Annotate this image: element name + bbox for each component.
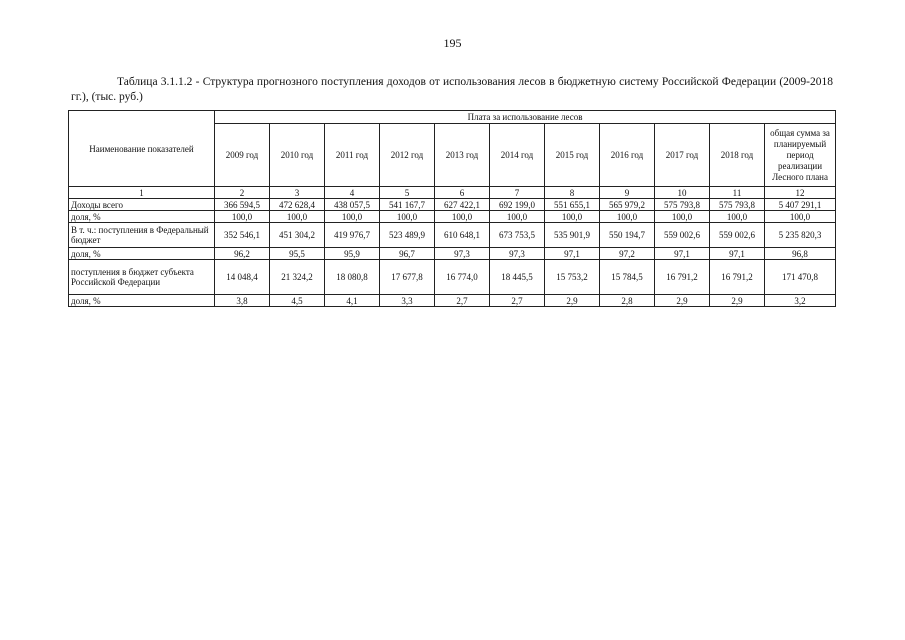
table-cell: 4,1 — [325, 295, 380, 307]
row-label: Доходы всего — [69, 199, 215, 211]
table-cell: 2,8 — [600, 295, 655, 307]
table-cell: 559 002,6 — [710, 223, 765, 248]
column-number: 1 — [69, 187, 215, 199]
row-label: доля, % — [69, 211, 215, 223]
column-number: 2 — [215, 187, 270, 199]
table-cell: 575 793,8 — [710, 199, 765, 211]
table-cell: 472 628,4 — [270, 199, 325, 211]
table-cell: 15 784,5 — [600, 260, 655, 295]
table-cell: 4,5 — [270, 295, 325, 307]
column-header: 2013 год — [435, 124, 490, 187]
column-number: 4 — [325, 187, 380, 199]
table-cell: 96,2 — [215, 248, 270, 260]
table-cell-total: 5 407 291,1 — [765, 199, 836, 211]
table-cell: 100,0 — [600, 211, 655, 223]
table-cell: 97,3 — [435, 248, 490, 260]
column-header: 2009 год — [215, 124, 270, 187]
table-cell: 15 753,2 — [545, 260, 600, 295]
table-cell: 16 791,2 — [655, 260, 710, 295]
revenue-forecast-table — [68, 110, 836, 307]
table-cell: 2,9 — [710, 295, 765, 307]
table-cell: 16 774,0 — [435, 260, 490, 295]
table-row — [69, 223, 836, 248]
table-cell: 95,5 — [270, 248, 325, 260]
table-cell: 100,0 — [655, 211, 710, 223]
row-header-cell: Наименование показателей — [69, 111, 215, 187]
column-header: 2011 год — [325, 124, 380, 187]
table-cell: 97,1 — [545, 248, 600, 260]
column-number: 3 — [270, 187, 325, 199]
table-cell: 21 324,2 — [270, 260, 325, 295]
column-header: 2012 год — [380, 124, 435, 187]
table-caption: Таблица 3.1.1.2 - Структура прогнозного поступления доходов от использования лесов в бюджетную систему Российской Федерации (2009-2018 гг.), (тыс. руб.) — [71, 76, 833, 103]
table-cell-total: 3,2 — [765, 295, 836, 307]
row-label: доля, % — [69, 248, 215, 260]
table-cell: 97,3 — [490, 248, 545, 260]
table-cell: 535 901,9 — [545, 223, 600, 248]
table-cell: 673 753,5 — [490, 223, 545, 248]
table-cell: 366 594,5 — [215, 199, 270, 211]
table-cell: 2,7 — [490, 295, 545, 307]
table-cell: 419 976,7 — [325, 223, 380, 248]
table-cell: 100,0 — [215, 211, 270, 223]
table-cell: 352 546,1 — [215, 223, 270, 248]
table-cell: 627 422,1 — [435, 199, 490, 211]
row-label: доля, % — [69, 295, 215, 307]
table-cell: 438 057,5 — [325, 199, 380, 211]
row-label: В т. ч.: поступления в Федеральный бюджет — [69, 223, 215, 248]
table-row — [69, 295, 836, 307]
table-row — [69, 211, 836, 223]
table-cell: 18 445,5 — [490, 260, 545, 295]
column-header: 2014 год — [490, 124, 545, 187]
table-cell: 16 791,2 — [710, 260, 765, 295]
table-cell: 559 002,6 — [655, 223, 710, 248]
column-number: 9 — [600, 187, 655, 199]
table-cell: 97,1 — [710, 248, 765, 260]
page-number: 195 — [443, 36, 462, 50]
table-cell: 97,2 — [600, 248, 655, 260]
column-header: 2018 год — [710, 124, 765, 187]
table-cell: 95,9 — [325, 248, 380, 260]
table-cell: 100,0 — [710, 211, 765, 223]
table-cell: 14 048,4 — [215, 260, 270, 295]
table-cell: 610 648,1 — [435, 223, 490, 248]
table-cell: 523 489,9 — [380, 223, 435, 248]
column-number: 10 — [655, 187, 710, 199]
table-cell: 96,7 — [380, 248, 435, 260]
table-cell: 100,0 — [435, 211, 490, 223]
column-number: 7 — [490, 187, 545, 199]
table-cell: 551 655,1 — [545, 199, 600, 211]
table-cell: 100,0 — [545, 211, 600, 223]
table-cell: 692 199,0 — [490, 199, 545, 211]
table-cell-total: 96,8 — [765, 248, 836, 260]
table-row — [69, 248, 836, 260]
table-cell: 2,9 — [545, 295, 600, 307]
table-cell: 2,9 — [655, 295, 710, 307]
table-cell-total: 100,0 — [765, 211, 836, 223]
table-cell: 541 167,7 — [380, 199, 435, 211]
table-cell: 100,0 — [490, 211, 545, 223]
column-header: 2016 год — [600, 124, 655, 187]
table-cell: 550 194,7 — [600, 223, 655, 248]
table-row — [69, 199, 836, 211]
table-cell: 575 793,8 — [655, 199, 710, 211]
column-header: 2015 год — [545, 124, 600, 187]
table-cell-total: 5 235 820,3 — [765, 223, 836, 248]
table-cell: 100,0 — [270, 211, 325, 223]
column-number: 5 — [380, 187, 435, 199]
table-cell: 565 979,2 — [600, 199, 655, 211]
column-number: 11 — [710, 187, 765, 199]
table-cell: 100,0 — [325, 211, 380, 223]
column-header: 2010 год — [270, 124, 325, 187]
table-cell: 18 080,8 — [325, 260, 380, 295]
column-number: 8 — [545, 187, 600, 199]
table-cell: 17 677,8 — [380, 260, 435, 295]
group-header-cell: Плата за использование лесов — [215, 111, 836, 124]
row-label: поступления в бюджет субъекта Российской Федерации — [69, 260, 215, 295]
table-cell: 3,3 — [380, 295, 435, 307]
table-cell: 2,7 — [435, 295, 490, 307]
column-header-total: общая сумма за планируемый период реализации Лесного плана — [765, 124, 836, 187]
table-cell-total: 171 470,8 — [765, 260, 836, 295]
table-cell: 97,1 — [655, 248, 710, 260]
column-header: 2017 год — [655, 124, 710, 187]
column-number: 12 — [765, 187, 836, 199]
table-cell: 451 304,2 — [270, 223, 325, 248]
table-cell: 100,0 — [380, 211, 435, 223]
table-cell: 3,8 — [215, 295, 270, 307]
column-number: 6 — [435, 187, 490, 199]
table-row — [69, 260, 836, 295]
